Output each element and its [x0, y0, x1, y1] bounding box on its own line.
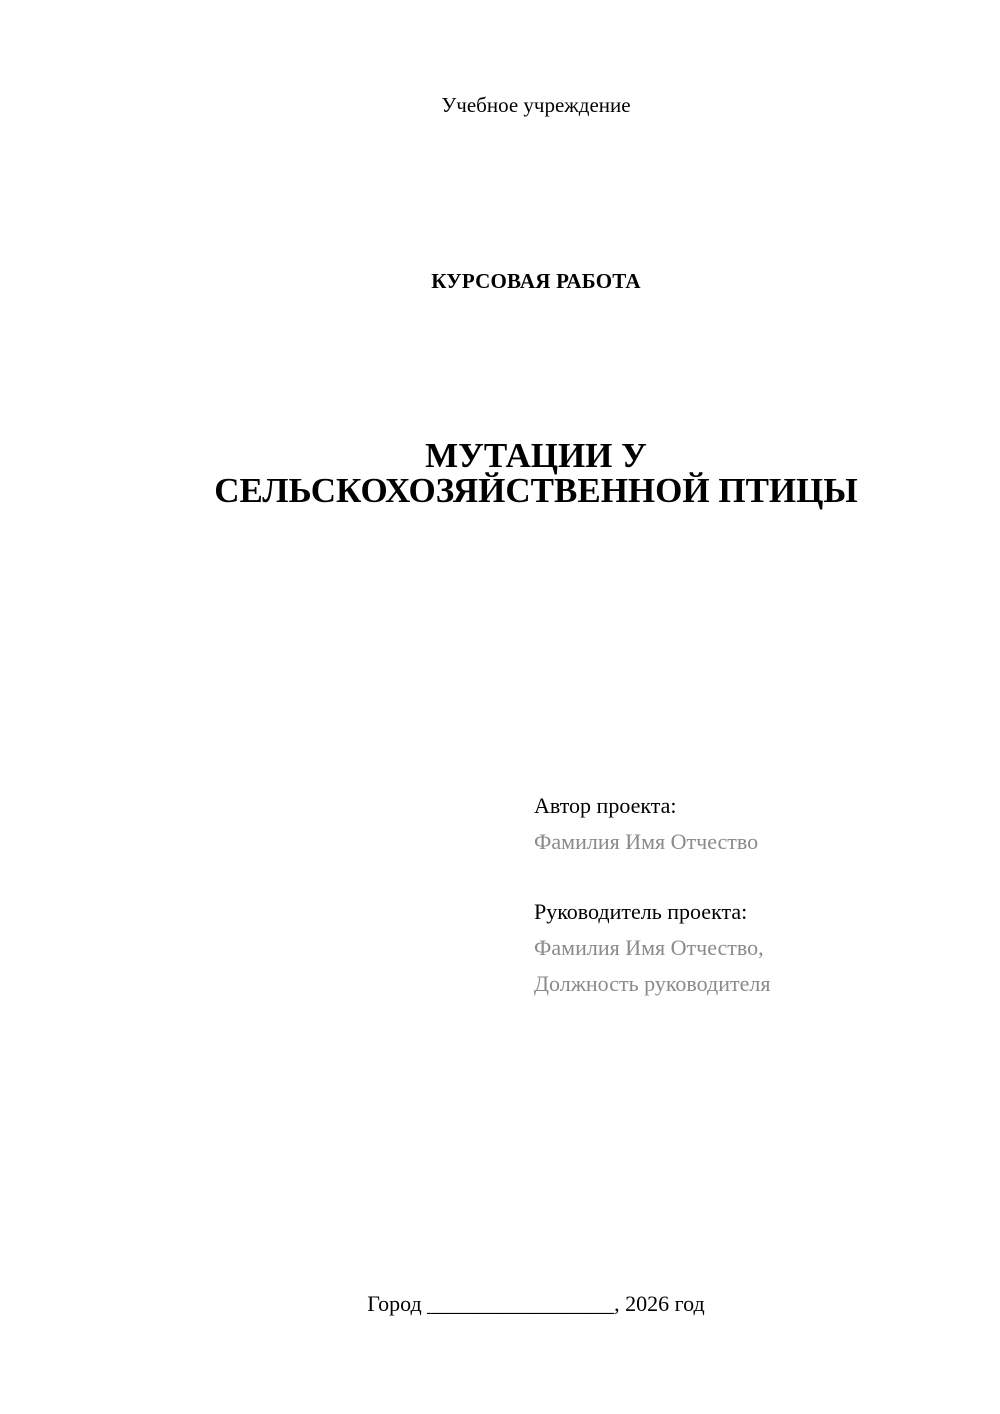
city-year-line: Город _________________, 2026 год — [367, 1291, 705, 1316]
supervisor-position: Должность руководителя — [534, 971, 771, 996]
institution-name: Учебное учреждение — [441, 93, 631, 117]
title-line-2: СЕЛЬСКОХОЗЯЙСТВЕННОЙ ПТИЦЫ — [214, 471, 858, 510]
supervisor-label: Руководитель проекта: — [534, 899, 748, 924]
supervisor-name: Фамилия Имя Отчество, — [534, 935, 764, 960]
authors-block — [534, 788, 954, 1002]
author-label: Автор проекта: — [534, 793, 677, 818]
authors-spacer — [534, 860, 954, 894]
document-type: КУРСОВАЯ РАБОТА — [431, 269, 641, 293]
author-name: Фамилия Имя Отчество — [534, 829, 759, 854]
document-title — [0, 438, 1000, 508]
title-line-1: МУТАЦИИ У — [425, 436, 647, 475]
